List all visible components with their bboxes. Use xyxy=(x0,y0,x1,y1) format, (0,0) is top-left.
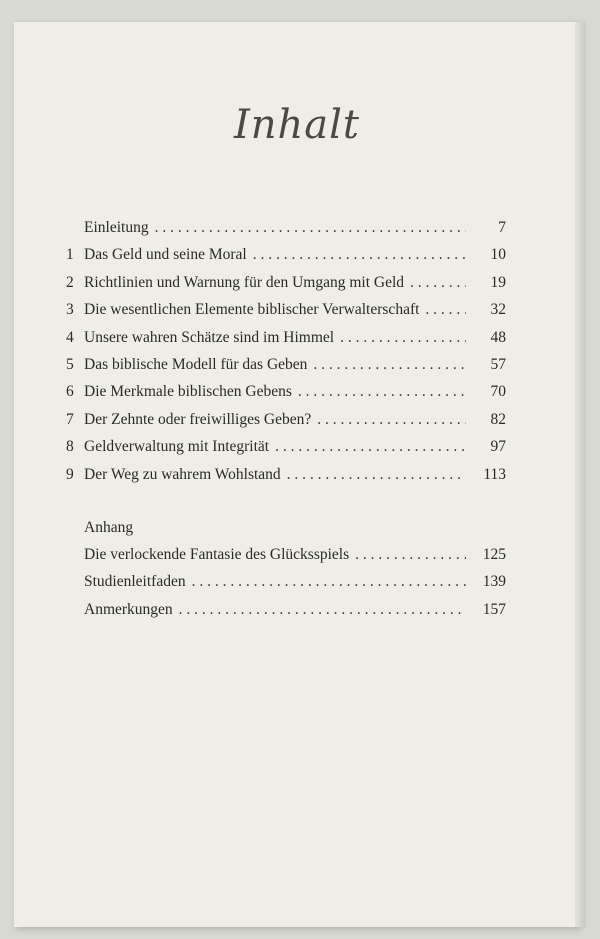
table-of-contents xyxy=(66,214,506,623)
toc-entry-number: 1 xyxy=(66,246,74,264)
dot-leader xyxy=(425,296,466,323)
toc-entry-number: 3 xyxy=(66,301,74,319)
toc-entry-label: Der Zehnte oder freiwilliges Geben? xyxy=(84,410,312,428)
toc-entry-number: 4 xyxy=(66,328,74,346)
toc-entry xyxy=(66,433,506,460)
toc-entry xyxy=(66,351,506,378)
toc-entry xyxy=(66,214,506,241)
toc-entry xyxy=(66,241,506,268)
toc-entry-page: 7 xyxy=(498,219,506,236)
dot-leader xyxy=(410,269,466,296)
appendix-entry-label: Die verlockende Fantasie des Glücksspiels xyxy=(84,546,350,564)
dot-leader xyxy=(355,541,466,568)
dot-leader xyxy=(275,433,466,460)
toc-entry-label: Unsere wahren Schätze sind im Himmel xyxy=(84,328,335,346)
toc-entry-number: 8 xyxy=(66,438,74,456)
dot-leader xyxy=(298,378,466,405)
appendix-entry-page: 139 xyxy=(482,573,506,591)
toc-entry-number: 5 xyxy=(66,356,74,374)
dot-leader xyxy=(179,596,466,623)
toc-entry-page: 113 xyxy=(483,465,506,483)
toc-entry-number: 6 xyxy=(66,383,74,401)
toc-entry-page: 57 xyxy=(490,356,506,374)
toc-entry xyxy=(66,378,506,405)
toc-entry-label: Geldverwaltung mit Integrität xyxy=(84,438,270,456)
toc-entry-number: 7 xyxy=(66,410,74,428)
appendix-entry-page: 125 xyxy=(482,546,506,564)
toc-entry xyxy=(66,269,506,296)
toc-entry-page: 48 xyxy=(490,328,506,346)
dot-leader xyxy=(192,568,466,595)
toc-entry-page: 97 xyxy=(490,438,506,456)
toc-entry-number: 9 xyxy=(66,465,74,483)
appendix-entry xyxy=(66,596,506,623)
page-title: Inhalt xyxy=(233,102,361,148)
dot-leader xyxy=(253,241,466,268)
book-page xyxy=(14,22,580,927)
dot-leader xyxy=(317,406,466,433)
toc-entry xyxy=(66,296,506,323)
dot-leader xyxy=(287,461,466,488)
toc-entry-page: 82 xyxy=(490,410,506,428)
toc-entry-label: Die Merkmale biblischen Gebens xyxy=(84,383,292,401)
toc-entry-label: Die wesentlichen Elemente biblischer Verwalterschaft xyxy=(84,301,420,319)
appendix-entry-label: Studienleitfaden xyxy=(84,573,186,591)
toc-entry xyxy=(66,406,506,433)
toc-entry-page: 10 xyxy=(490,246,506,264)
toc-entry-label: Der Weg zu wahrem Wohlstand xyxy=(84,465,281,483)
toc-entry-label: Richtlinien und Warnung für den Umgang mit Geld xyxy=(84,273,405,291)
dot-leader xyxy=(313,351,466,378)
appendix-entry xyxy=(66,541,506,568)
appendix-entry-page: 157 xyxy=(482,600,506,618)
toc-entry-label: Das Geld und seine Moral xyxy=(84,246,247,264)
dot-leader xyxy=(340,324,466,351)
page-edge xyxy=(575,22,585,927)
toc-entry-number: 2 xyxy=(66,273,74,291)
dot-leader xyxy=(155,214,466,241)
toc-entry-page: 19 xyxy=(490,273,506,291)
toc-entry-page: 70 xyxy=(490,383,506,401)
toc-entry-page: 32 xyxy=(490,301,506,319)
appendix-entry xyxy=(66,568,506,595)
toc-entry-label: Einleitung xyxy=(84,219,149,236)
appendix-heading: Anhang xyxy=(84,519,134,537)
toc-entry-label: Das biblische Modell für das Geben xyxy=(84,356,308,374)
toc-entry xyxy=(66,461,506,488)
toc-entry xyxy=(66,324,506,351)
appendix-entry-label: Anmerkungen xyxy=(84,600,173,618)
